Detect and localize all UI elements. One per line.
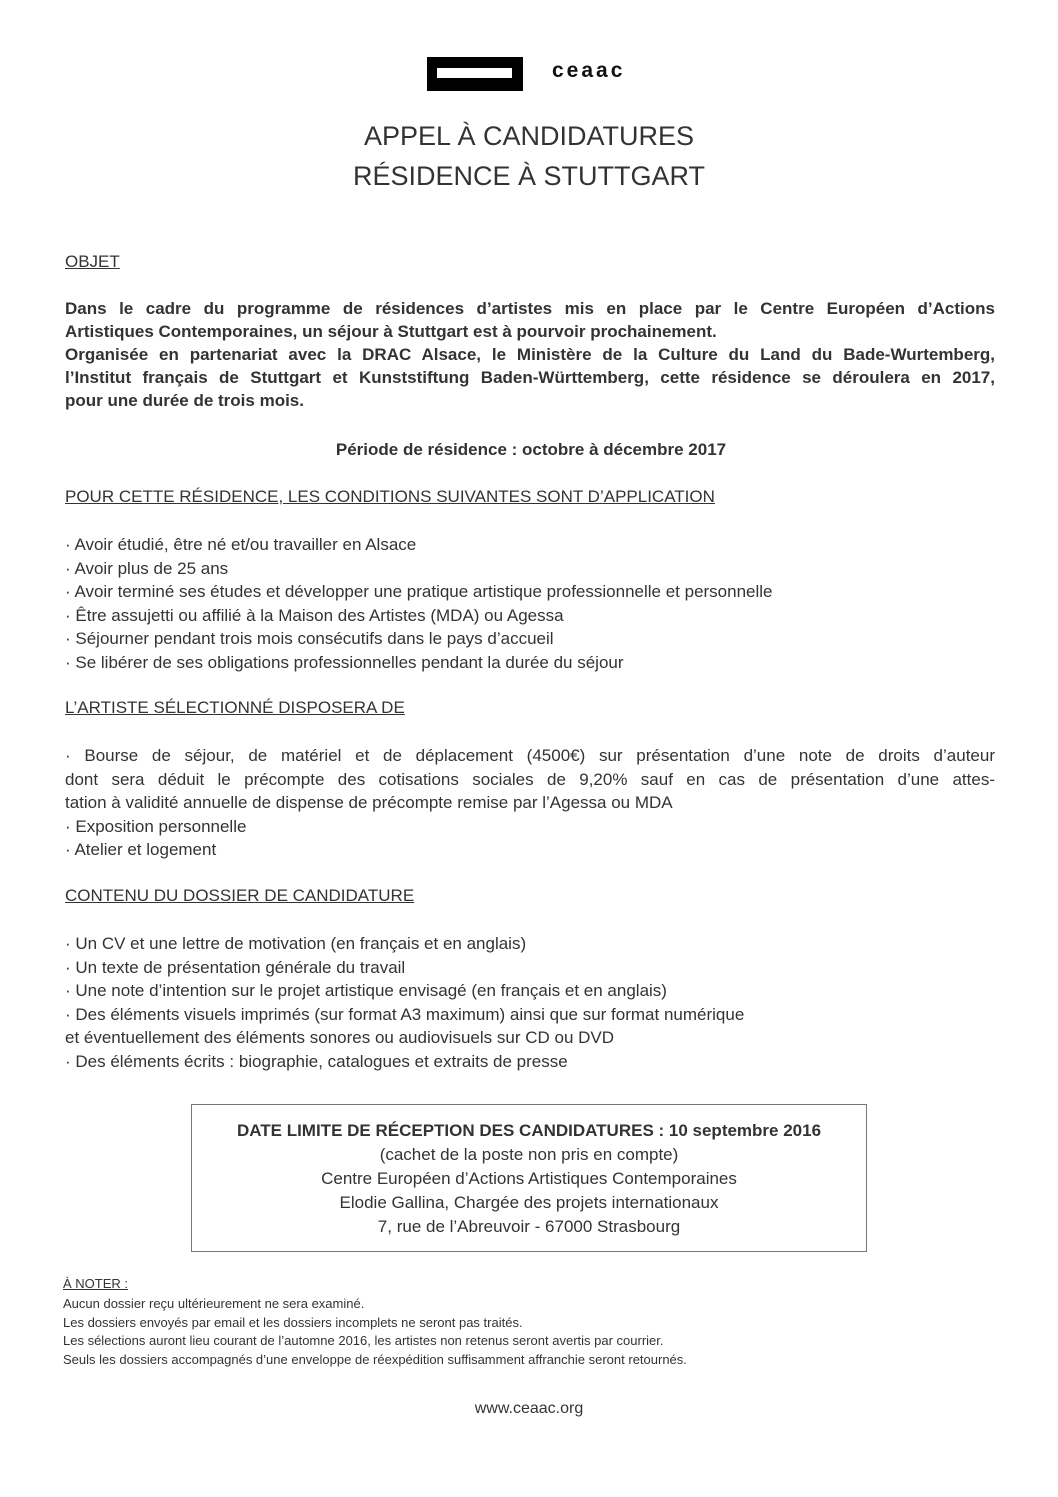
list-item: · Des éléments visuels imprimés (sur format A3 maximum) ainsi que sur format numérique xyxy=(65,1004,745,1024)
deadline-line: Elodie Gallina, Chargée des projets internationaux xyxy=(339,1193,719,1212)
objet-line: pour une durée de trois mois. xyxy=(65,391,304,410)
ceaac-logo-icon xyxy=(427,57,523,91)
list-item: · Une note d’intention sur le projet artistique envisagé (en français et en anglais) xyxy=(65,981,667,1000)
page-title-line1: APPEL À CANDIDATURES xyxy=(363,121,695,151)
list-item: · Se libérer de ses obligations professionnelles pendant la durée du séjour xyxy=(65,652,624,672)
benefits-list xyxy=(65,744,1005,862)
section-heading-objet: OBJET xyxy=(65,252,120,271)
list-item: dont sera déduit le précompte des cotisations sociales de 9,20% sauf en cas de présentation d’une attes- xyxy=(65,769,995,789)
list-item: tation à validité annuelle de dispense de précompte remise par l’Agessa ou MDA xyxy=(65,793,673,812)
list-item: · Atelier et logement xyxy=(65,840,217,859)
list-item: et éventuellement des éléments sonores ou audiovisuels sur CD ou DVD xyxy=(65,1028,615,1047)
residence-period xyxy=(0,440,1058,460)
list-item: · Avoir terminé ses études et développer une pratique artistique professionnelle et personnelle xyxy=(65,582,773,601)
brand-name: ceaac xyxy=(552,59,626,82)
residence-period-text: Période de résidence : octobre à décembre 2017 xyxy=(335,440,727,459)
logo-bar xyxy=(437,68,512,78)
section-heading-conditions: POUR CETTE RÉSIDENCE, LES CONDITIONS SUIVANTES SONT D’APPLICATION xyxy=(65,487,715,506)
list-item: · Des éléments écrits : biographie, catalogues et extraits de presse xyxy=(65,1051,568,1071)
list-item: · Être assujetti ou affilié à la Maison des Artistes (MDA) ou Agessa xyxy=(65,605,564,625)
note-line: Seuls les dossiers accompagnés d’une enveloppe de réexpédition suffisamment affranchie seront retournés. xyxy=(63,1351,687,1367)
objet-paragraph xyxy=(65,297,995,412)
deadline-title: DATE LIMITE DE RÉCEPTION DES CANDIDATURES : 10 septembre 2016 xyxy=(236,1121,822,1140)
page-title-line2: RÉSIDENCE À STUTTGART xyxy=(352,161,706,191)
list-item: · Un CV et une lettre de motivation (en français et en anglais) xyxy=(65,934,527,953)
list-item: · Séjourner pendant trois mois consécutifs dans le pays d’accueil xyxy=(65,629,554,648)
objet-line: Dans le cadre du programme de résidences d’artistes mis en place par le Centre Européen d’Actions xyxy=(65,299,995,318)
list-item: · Avoir étudié, être né et/ou travailler en Alsace xyxy=(65,535,417,554)
deadline-line: (cachet de la poste non pris en compte) xyxy=(379,1145,679,1164)
notes-list xyxy=(63,1295,687,1369)
objet-line: Artistiques Contemporaines, un séjour à Stuttgart est à pourvoir prochainement. xyxy=(65,322,717,341)
list-item: · Bourse de séjour, de matériel et de déplacement (4500€) sur présentation d’une note de droits d’auteur xyxy=(65,746,995,765)
deadline-line: 7, rue de l’Abreuvoir - 67000 Strasbourg xyxy=(377,1217,681,1236)
list-item: · Un texte de présentation générale du travail xyxy=(65,957,406,977)
notes-heading: À NOTER : xyxy=(63,1276,129,1291)
conditions-list xyxy=(65,533,1005,674)
objet-line: l’Institut français de Stuttgart et Kunststiftung Baden-Württemberg, cette résidence se déroulera en 2017, xyxy=(65,368,995,387)
section-heading-benefits: L’ARTISTE SÉLECTIONNÉ DISPOSERA DE xyxy=(65,698,405,717)
note-line: Les sélections auront lieu courant de l’automne 2016, les artistes non retenus seront avertis par courrier. xyxy=(63,1333,664,1348)
section-heading-dossier: CONTENU DU DOSSIER DE CANDIDATURE xyxy=(65,886,415,905)
dossier-list xyxy=(65,932,1005,1073)
list-item: · Avoir plus de 25 ans xyxy=(65,558,229,578)
note-line: Aucun dossier reçu ultérieurement ne sera examiné. xyxy=(63,1296,365,1311)
list-item: · Exposition personnelle xyxy=(65,816,247,836)
deadline-box xyxy=(191,1104,867,1252)
note-line: Les dossiers envoyés par email et les dossiers incomplets ne seront pas traités. xyxy=(63,1314,523,1330)
deadline-line: Centre Européen d’Actions Artistiques Contemporaines xyxy=(321,1169,737,1188)
website-link[interactable]: www.ceaac.org xyxy=(474,1400,584,1417)
objet-line: Organisée en partenariat avec la DRAC Alsace, le Ministère de la Culture du Land du Bade-Wurtemberg, xyxy=(65,345,995,364)
